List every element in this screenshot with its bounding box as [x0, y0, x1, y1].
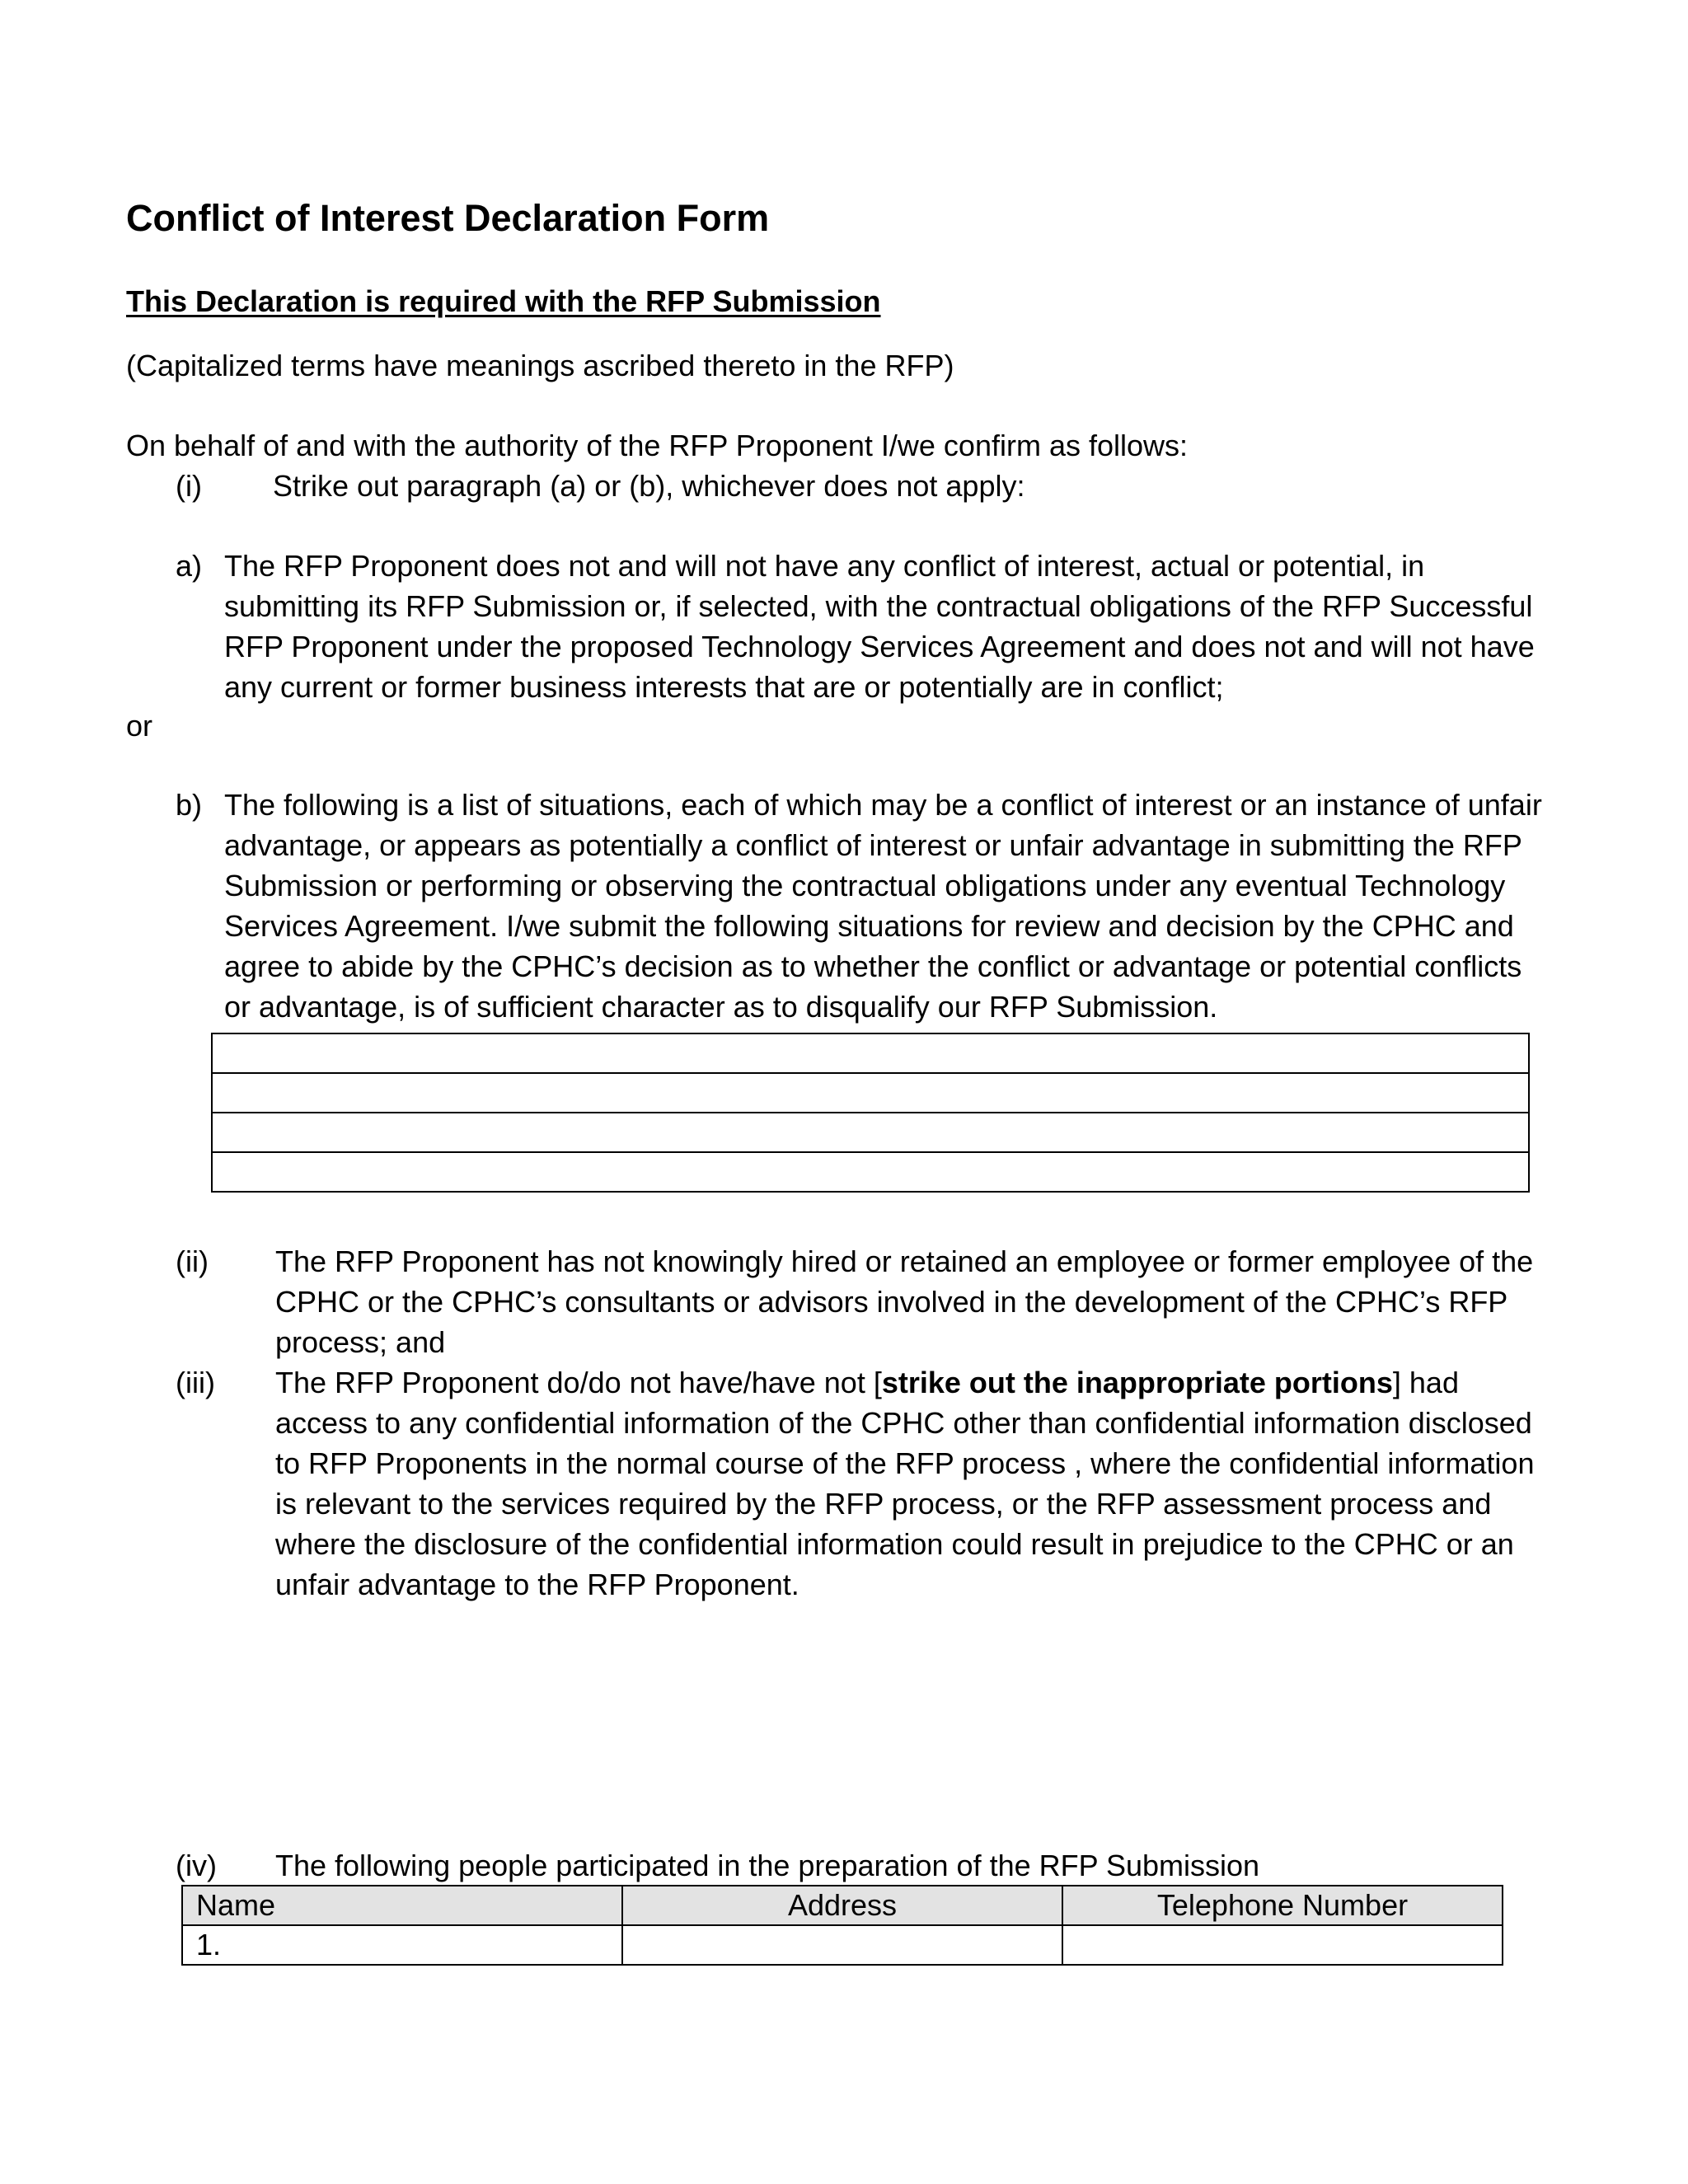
item-iii-text-after: ] had access to any confidential information of the CPHC other than confidential information disclosed to RFP Proponents in the normal course of the RFP process , where the confidential information is relevant to the services required by the RFP process, or the RFP assessment process and where the disclosure of the confidential information could result in prejudice to the CPHC or an unfair advantage to the RFP Proponent.: [275, 1366, 1535, 1601]
address-cell[interactable]: [622, 1925, 1062, 1965]
item-b-text: The following is a list of situations, each of which may be a conflict of interest or an instance of unfair advantage, or appears as potentially a conflict of interest or unfair advantage in submitting the RFP Submission or performing or observing the contractual obligations under any eventual Technology Services Agreement. I/we submit the following situations for review and decision by the CPHC and agree to abide by the CPHC’s decision as to whether the conflict or advantage or potential conflicts or advantage, is of sufficient character as to disqualify our RFP Submission.: [224, 788, 1542, 1024]
table-header-row: [182, 1886, 1503, 1925]
table-row: [182, 1925, 1503, 1965]
item-iii-bold-instruction: strike out the inappropriate portions: [881, 1366, 1393, 1399]
item-iii-text-before: The RFP Proponent do/do not have/have not [: [275, 1366, 882, 1399]
item-i-text: Strike out paragraph (a) or (b), whichever does not apply:: [273, 469, 1025, 503]
name-cell[interactable]: 1.: [182, 1925, 622, 1965]
declaration-requirement: This Declaration is required with the RFP Submission: [126, 284, 881, 318]
situation-cell[interactable]: [212, 1152, 1529, 1192]
item-b-marker: b): [176, 788, 203, 822]
table-row: [212, 1152, 1529, 1192]
item-iii-text: [275, 1362, 1557, 1605]
item-iv-text: The following people participated in the preparation of the RFP Submission: [275, 1849, 1260, 1882]
item-a-marker: a): [176, 549, 203, 583]
item-a-text: The RFP Proponent does not and will not have any conflict of interest, actual or potential, in submitting its RFP Submission or, if selected, with the contractual obligations of the RFP Successful RFP Proponent under the proposed Technology Services Agreement and does not and will not have any current or former business interests that are or potentially are in conflict;: [224, 549, 1535, 704]
participants-table: [181, 1885, 1503, 1966]
item-i-marker: (i): [176, 469, 202, 503]
item-ii-marker: (ii): [176, 1244, 209, 1278]
situations-table: [211, 1033, 1530, 1193]
item-ii-text: The RFP Proponent has not knowingly hired or retained an employee or former employee of the CPHC or the CPHC’s consultants or advisors involved in the development of the CPHC’s RFP process; and: [275, 1244, 1534, 1359]
situation-cell[interactable]: [212, 1033, 1529, 1073]
item-iv-marker: (iv): [176, 1849, 217, 1882]
capitalized-terms-note: (Capitalized terms have meanings ascribed thereto in the RFP): [126, 349, 954, 382]
column-header-address: Address: [622, 1886, 1062, 1925]
column-header-name: Name: [182, 1886, 622, 1925]
item-iii-marker: (iii): [176, 1366, 215, 1399]
table-row: [212, 1113, 1529, 1152]
intro-statement: On behalf of and with the authority of the RFP Proponent I/we confirm as follows:: [126, 429, 1189, 462]
table-row: [212, 1073, 1529, 1113]
table-row: [212, 1033, 1529, 1073]
page-title: Conflict of Interest Declaration Form: [126, 197, 770, 239]
or-separator: or: [126, 709, 153, 743]
telephone-cell[interactable]: [1062, 1925, 1503, 1965]
situation-cell[interactable]: [212, 1073, 1529, 1113]
column-header-telephone: Telephone Number: [1062, 1886, 1503, 1925]
situation-cell[interactable]: [212, 1113, 1529, 1152]
